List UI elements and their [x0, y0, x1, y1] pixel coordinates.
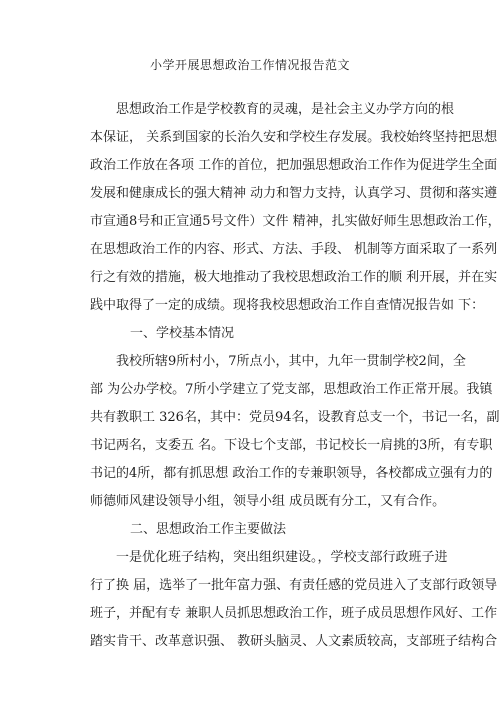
- section-heading-1: 一、学校基本情况: [130, 326, 235, 341]
- paragraph-line: 践中取得了一定的成绩。现将我校思想政治工作自查情况报告如 下：: [90, 298, 485, 313]
- paragraph-line: 书记两名，支委五 名。下设七个支部，书记校长一肩挑的3所，有专职: [90, 438, 493, 453]
- paragraph-line: 行之有效的措施，极大地推动了我校思想政治工作的顺 利开展，并在实: [90, 270, 498, 285]
- paragraph-line: 在思想政治工作的内容、形式、方法、手段、 机制等方面采取了一系列: [90, 242, 498, 257]
- paragraph-line: 我校所辖9所村小，7所点小，其中，九年一贯制学校2间，全: [90, 354, 466, 369]
- paragraph-line: 共有教职工 326名，其中：党员94名，设教育总支一个，书记一名，副: [90, 410, 500, 425]
- paragraph-line: 发展和健康成长的强大精神 动力和智力支持，认真学习、贯彻和落实遵: [90, 186, 498, 201]
- paragraph-line: 部 为公办学校。7所小学建立了党支部，思想政治工作正常开展。我镇: [90, 382, 493, 397]
- section-heading-2: 二、思想政治工作主要做法: [130, 522, 287, 537]
- document-title: 小学开展思想政治工作情况报告范文: [149, 58, 350, 72]
- paragraph-line: 思想政治工作是学校教育的灵魂，是社会主义办学方向的根: [90, 102, 455, 117]
- paragraph-line: 踏实肯干、改革意识强、 教研头脑灵、人文素质较高，支部班子结构合: [90, 634, 498, 649]
- paragraph-line: 市宣通8号和正宣通5号文件）文件 精神，扎实做好师生思想政治工作，: [90, 214, 501, 229]
- paragraph-line: 班子，并配有专 兼职人员抓思想政治工作，班子成员思想作风好、工作: [90, 606, 498, 621]
- paragraph-line: 书记的4所，都有抓思想 政治工作的专兼职领导，各校都成立强有力的: [90, 466, 493, 481]
- paragraph-line: 本保证， 关系到国家的长治久安和学校生存发展。我校始终坚持把思想: [90, 130, 498, 145]
- paragraph-line: 一是优化班子结构，突出组织建设。，学校支部行政班子进: [90, 550, 448, 565]
- paragraph-line: 行了换 届，选举了一批年富力强、有责任感的党员进入了支部行政领导: [90, 578, 498, 593]
- paragraph-line: 师德师风建设领导小组，领导小组 成员既有分工，又有合作。: [90, 494, 446, 509]
- paragraph-line: 政治工作放在各项 工作的首位，把加强思想政治工作作为促进学生全面: [90, 158, 498, 173]
